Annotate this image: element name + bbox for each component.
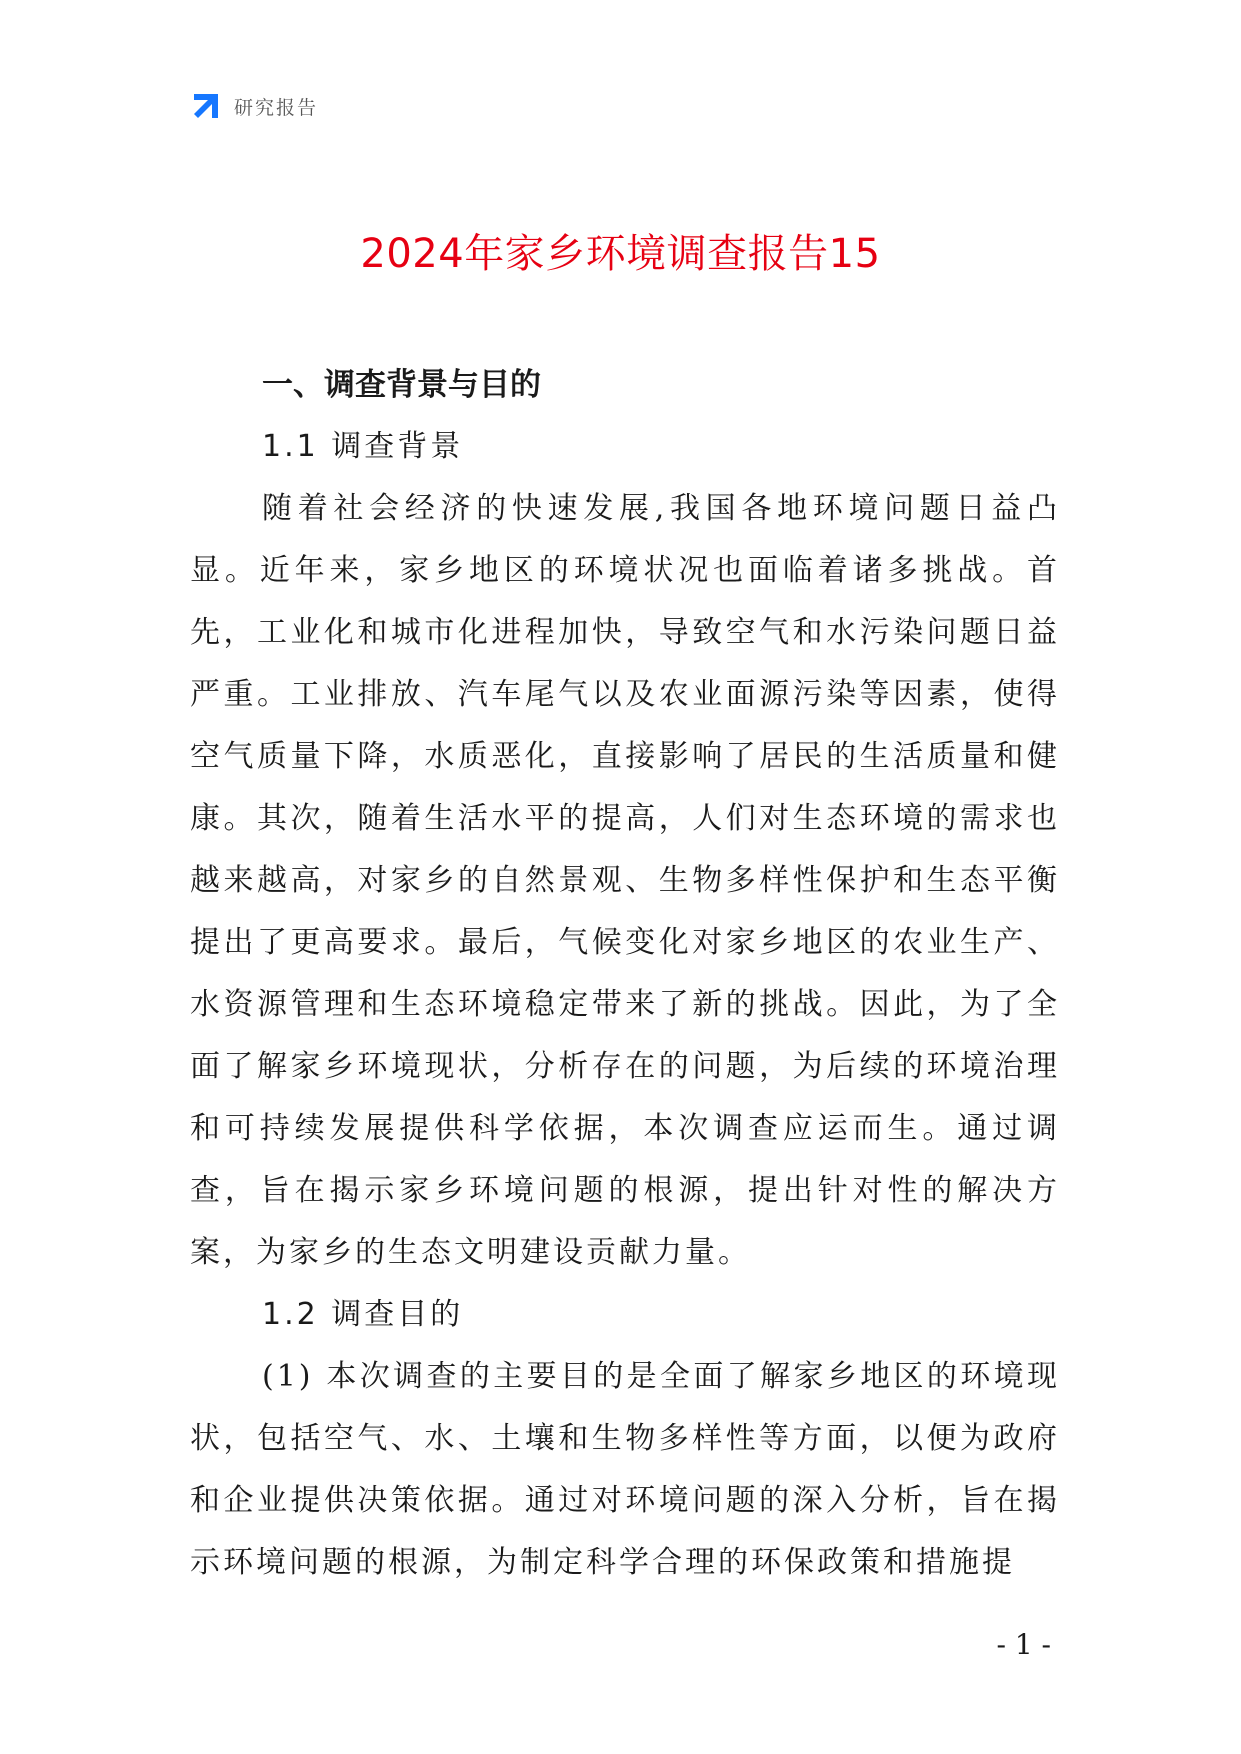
- page-number: - 1 -: [996, 1628, 1051, 1661]
- document-body: [190, 354, 1060, 1594]
- arrow-up-right-icon: [190, 90, 222, 122]
- header-label: 研究报告: [234, 96, 319, 119]
- subsection-heading-background: 1.1 调查背景: [262, 429, 464, 464]
- section-heading: 一、调查背景与目的: [262, 367, 541, 403]
- subsection-heading-purpose: 1.2 调查目的: [262, 1297, 464, 1332]
- paragraph-purpose: (1) 本次调查的主要目的是全面了解家乡地区的环境现状，包括空气、水、土壤和生物多样性等方面，以便为政府和企业提供决策依据。通过对环境问题的深入分析，旨在揭示环境问题的根源，为制定科学合理的环保政策和措施提: [190, 1359, 1060, 1580]
- paragraph-background: 随着社会经济的快速发展,我国各地环境问题日益凸显。近年来，家乡地区的环境状况也面临着诸多挑战。首先，工业化和城市化进程加快，导致空气和水污染问题日益严重。工业排放、汽车尾气以及农业面源污染等因素，使得空气质量下降，水质恶化，直接影响了居民的生活质量和健康。其次，随着生活水平的提高，人们对生态环境的需求也越来越高，对家乡的自然景观、生物多样性保护和生态平衡提出了更高要求。最后，气候变化对家乡地区的农业生产、水资源管理和生态环境稳定带来了新的挑战。因此，为了全面了解家乡环境现状，分析存在的问题，为后续的环境治理和可持续发展提供科学依据，本次调查应运而生。通过调查，旨在揭示家乡环境问题的根源，提出针对性的解决方案，为家乡的生态文明建设贡献力量。: [190, 491, 1060, 1270]
- page-header: [190, 88, 318, 124]
- document-title: 2024年家乡环境调查报告15: [360, 231, 881, 277]
